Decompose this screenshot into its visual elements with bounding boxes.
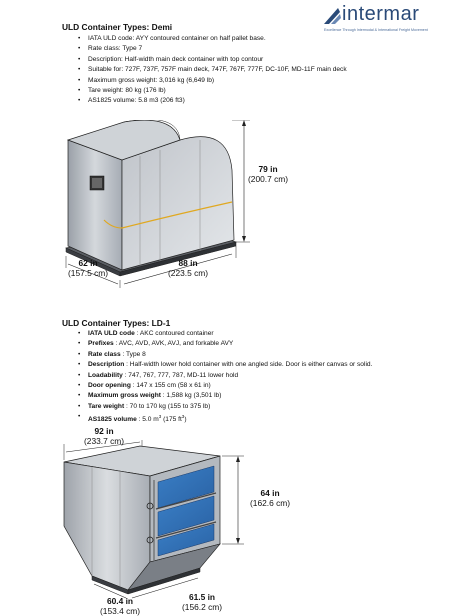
list-item: • Rate class: Type 7 — [76, 44, 347, 54]
list-item: • Maximum gross weight : 1,588 kg (3,501 lb) — [76, 391, 372, 401]
ld1-dimension-lines — [58, 440, 298, 612]
list-item: • Description : Half-width lower hold container with one angled side. Door is either canvas or solid. — [76, 360, 372, 370]
list-item: • Prefixes : AVC, AVD, AVK, AVJ, and forkable AVY — [76, 339, 372, 349]
list-item: • IATA ULD code: AYY contoured container on half pallet base. — [76, 34, 347, 44]
demi-depth-label: 62 in (157.5 cm) — [68, 258, 109, 278]
list-item: • Door opening : 147 x 155 cm (58 x 61 in) — [76, 381, 372, 391]
ld1-top-label: 92 in (233.7 cm) — [84, 426, 125, 446]
list-item: • Loadability : 747, 767, 777, 787, MD-11 lower hold — [76, 371, 372, 381]
logo-arrow-icon — [322, 6, 342, 26]
list-item: • Rate class : Type 8 — [76, 350, 372, 360]
ld1-title: ULD Container Types: LD-1 — [62, 318, 171, 328]
demi-width-label: 88 in (223.5 cm) — [168, 258, 209, 278]
logo-wordmark: intermar — [342, 3, 420, 25]
list-item: • Tare weight : 70 to 170 kg (155 to 375 lb) — [76, 402, 372, 412]
ld1-height-label: 64 in (162.6 cm) — [250, 488, 291, 508]
list-item: • AS1825 volume : 5.0 $m^3$ (175 $ft^3$) — [76, 412, 372, 426]
logo-tagline: Excellence Through Intermodal & International Freight Movement — [324, 28, 428, 32]
ld1-spec-list — [76, 329, 372, 426]
list-item: • Maximum gross weight: 3,016 kg (6,649 lb) — [76, 76, 347, 86]
list-item: • AS1825 volume: 5.8 m3 (206 ft3) — [76, 96, 347, 106]
list-item: • Suitable for: 727F, 737F, 757F main deck, 747F, 767F, 777F, DC-10F, MD-11F main deck — [76, 65, 347, 75]
list-item: • Tare weight: 80 kg (176 lb) — [76, 86, 347, 96]
demi-height-label: 79 in (200.7 cm) — [248, 164, 289, 184]
list-item: • IATA ULD code : AKC contoured container — [76, 329, 372, 339]
ld1-base-label: 60.4 in (153.4 cm) — [100, 596, 141, 616]
ld1-depth-label: 61.5 in (156.2 cm) — [182, 592, 223, 612]
list-item: • Description: Half-width main deck container with top contour — [76, 55, 347, 65]
demi-title: ULD Container Types: Demi — [62, 22, 173, 32]
demi-spec-list — [76, 34, 347, 107]
